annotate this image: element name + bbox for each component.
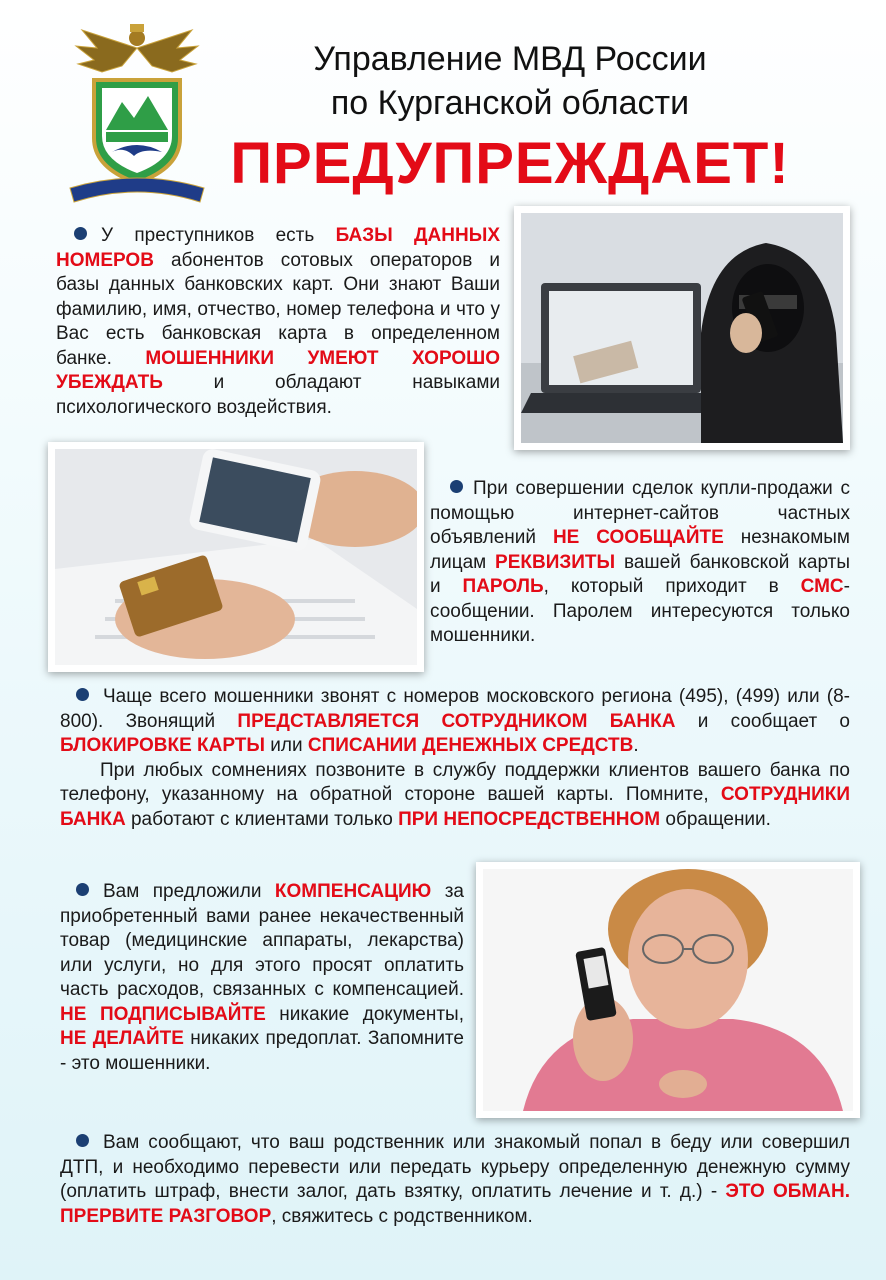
mvd-emblem (62, 18, 212, 208)
header-line-1: Управление МВД России (313, 40, 707, 78)
block-3-paragraph-1: Чаще всего мошенники звонят с номеров московского региона (495), (499) или (8-800). Звонящий ПРЕДСТАВЛЯЕТСЯ СОТРУДНИКОМ БАНКА и сообщает о БЛОКИРОВКЕ КАРТЫ или СПИСАНИИ ДЕНЕЖНЫХ СРЕДСТВ. (60, 686, 850, 756)
photo-phone-card (48, 442, 424, 672)
bullet-icon (450, 480, 463, 493)
bullet-icon (76, 688, 89, 701)
photo-elderly-woman (476, 862, 860, 1118)
photo-hacker (514, 206, 850, 450)
block-5-text: Вам сообщают, что ваш родственник или знакомый попал в беду или совершил ДТП, и необходимо перевести или передать курьеру определенную денежную сумму (оплатить штраф, внести залог, дать взятку, оплатить лечение и т. д.) - ЭТО ОБМАН. ПРЕРВИТЕ РАЗГОВОР, свяжитесь с родственником. (60, 1132, 850, 1227)
warning-heading: ПРЕДУПРЕЖДАЕТ! (230, 131, 790, 196)
block-2-text: При совершении сделок купли-продажи с помощью интернет-сайтов частных объявлений НЕ СООБЩАЙТЕ незнакомым лицам РЕКВИЗИТЫ вашей банковской карты и ПАРОЛЬ, который приходит в СМС-сообщении. Паролем интересуются только мошенники. (430, 478, 850, 646)
block-1-text: У преступников есть БАЗЫ ДАННЫХ НОМЕРОВ абонентов сотовых операторов и базы данных банковских карт. Они знают Ваши фамилию, имя, отчество, номер телефона и что у Вас есть банковская карта в определенном банке. МОШЕННИКИ УМЕЮТ ХОРОШО УБЕЖДАТЬ и обладают навыками психологического воздействия. (56, 225, 501, 418)
bullet-icon (76, 1134, 89, 1147)
bullet-icon (76, 883, 89, 896)
bullet-icon (74, 227, 87, 240)
block-4-text: Вам предложили КОМПЕНСАЦИЮ за приобретенный вами ранее некачественный товар (медицинские аппараты, лекарства) или услуги, но для этого просят оплатить часть расходов, связанных с компенсацией. НЕ ПОДПИСЫВАЙТЕ никакие документы, НЕ ДЕЛАЙТЕ никаких предоплат. Запомните - это мошенники. (60, 881, 464, 1074)
header-line-2: по Курганской области (330, 84, 690, 122)
block-3-text (60, 685, 850, 832)
block-3-paragraph-2: При любых сомнениях позвоните в службу поддержки клиентов вашего банка по телефону, указанному на обратной стороне вашей карты. Помните, СОТРУДНИКИ БАНКА работают с клиентами только ПРИ НЕПОСРЕДСТВЕННОМ обращении. (60, 759, 850, 830)
emblem-icon (62, 18, 212, 208)
